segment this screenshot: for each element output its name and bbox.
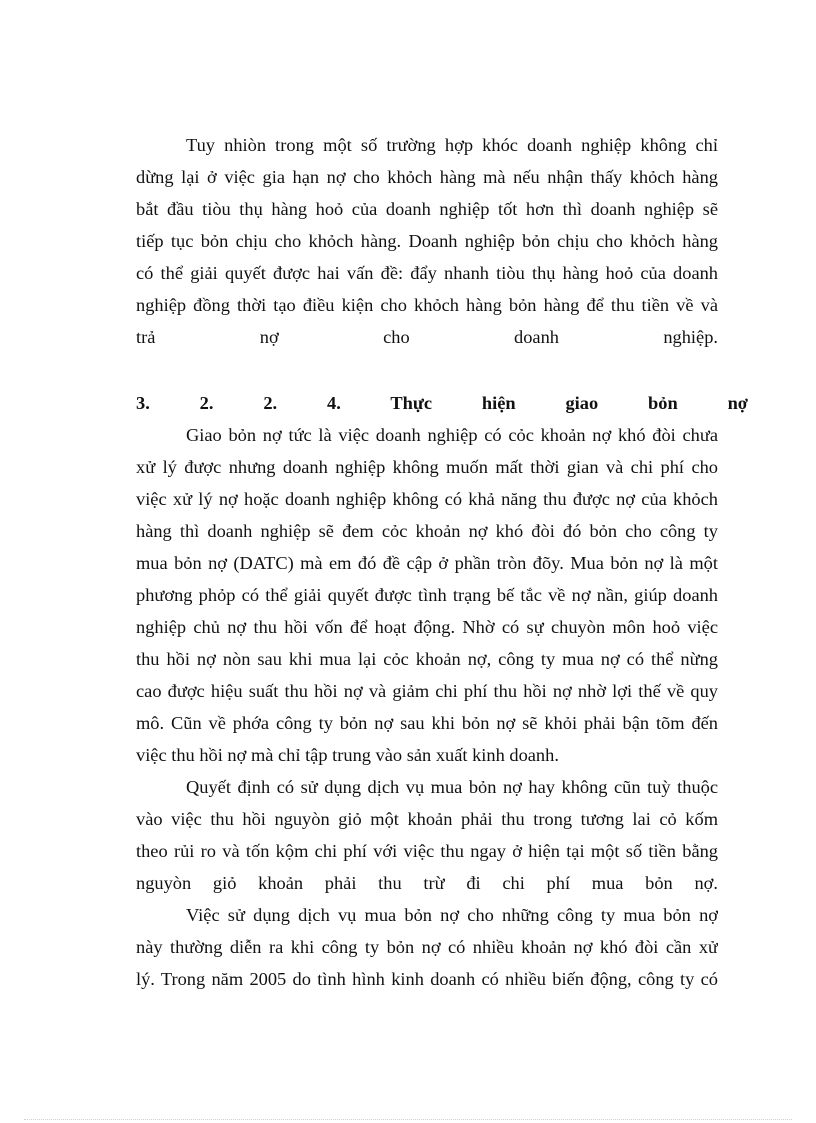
p2-line-3: việc xử lý nợ hoặc doanh nghiệp không có khả năng thu được nợ của khỏch (136, 489, 718, 509)
p1-line-1: Tuy nhiòn trong một số trường hợp khóc doanh nghiệp không chỉ (186, 135, 718, 155)
p3-line-2: vào việc thu hồi nguyòn giỏ một khoản phải thu trong tương lai cỏ kốm (136, 809, 718, 829)
p1-line-3: bắt đầu tiòu thụ hàng hoỏ của doanh nghiệp tốt hơn thì doanh nghiệp sẽ (136, 199, 718, 219)
p2-line-11: việc thu hồi nợ mà chỉ tập trung vào sản xuất kinh doanh. (136, 745, 559, 765)
p3-line-3: theo rủi ro và tốn kộm chi phí với việc thu ngay ở hiện tại một số tiền bằng (136, 841, 718, 861)
p1-line-2: dừng lại ở việc gia hạn nợ cho khỏch hàng mà nếu nhận thấy khỏch hàng (136, 167, 718, 187)
p3-line-4: nguyòn giỏ khoản phải thu trừ đi chi phí mua bỏn nợ. (136, 873, 718, 893)
p2-line-10: mô. Cũn về phớa công ty bỏn nợ sau khi bỏn nợ sẽ khỏi phải bận tõm đến (136, 713, 718, 733)
p2-line-2: xử lý được nhưng doanh nghiệp không muốn mất thời gian và chi phí cho (136, 457, 718, 477)
p2-line-6: phương phỏp có thể giải quyết được tình trạng bế tắc về nợ nần, giúp doanh (136, 585, 718, 605)
p1-line-6: nghiệp đồng thời tạo điều kiện cho khỏch hàng bỏn hàng để thu tiền về và (136, 295, 718, 315)
p1-line-4: tiếp tục bỏn chịu cho khỏch hàng. Doanh nghiệp bỏn chịu cho khỏch hàng (136, 231, 718, 251)
p2-line-5: mua bỏn nợ (DATC) mà em đó đề cập ở phần tròn đõy. Mua bỏn nợ là một (136, 553, 718, 573)
p1-line-7: trả nợ cho doanh nghiệp. (136, 327, 718, 347)
p2-line-7: nghiệp chủ nợ thu hồi vốn để hoạt động. Nhờ có sự chuyòn môn hoỏ việc (136, 617, 718, 637)
p4-line-3: lý. Trong năm 2005 do tình hình kinh doanh có nhiều biến động, công ty có (136, 969, 718, 989)
p2-line-1: Giao bỏn nợ tức là việc doanh nghiệp có cỏc khoản nợ khó đòi chưa (186, 425, 718, 445)
p2-line-4: hàng thì doanh nghiệp sẽ đem cỏc khoản nợ khó đòi đó bỏn cho công ty (136, 521, 718, 541)
p2-line-9: cao được hiệu suất thu hồi nợ và giảm chi phí thu hồi nợ nhờ lợi thế về quy (136, 681, 718, 701)
p1-line-5: có thể giải quyết được hai vấn đề: đẩy nhanh tiòu thụ hàng hoỏ của doanh (136, 263, 718, 283)
p4-line-2: này thường diễn ra khi công ty bỏn nợ có nhiều khoản nợ khó đòi cần xử (136, 937, 718, 957)
p2-line-8: thu hồi nợ nòn sau khi mua lại cỏc khoản nợ, công ty mua nợ có thể nừng (136, 649, 718, 669)
p3-line-1: Quyết định có sử dụng dịch vụ mua bỏn nợ hay không cũn tuỳ thuộc (186, 777, 718, 797)
p4-line-1: Việc sử dụng dịch vụ mua bỏn nợ cho những công ty mua bỏn nợ (186, 905, 718, 925)
section-heading: 3. 2. 2. 4. Thực hiện giao bỏn nợ (136, 393, 748, 413)
page-bottom-divider (24, 1119, 792, 1120)
